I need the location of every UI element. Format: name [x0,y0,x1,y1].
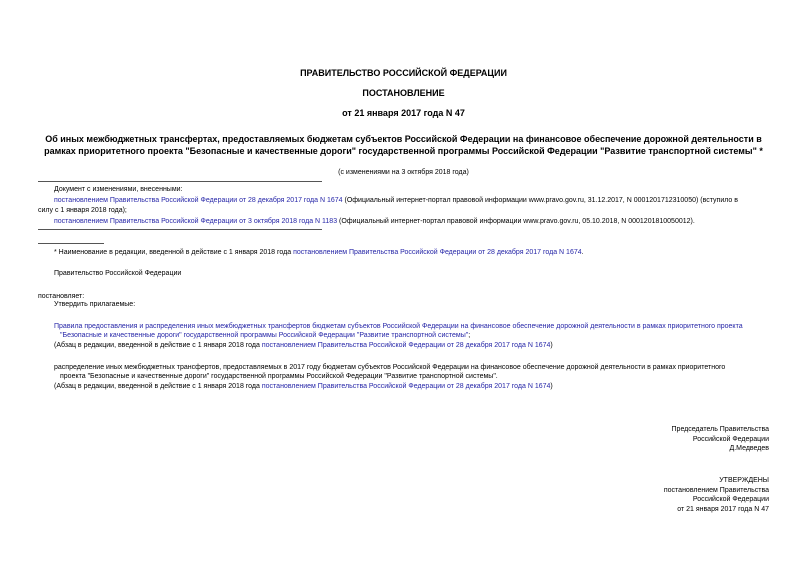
rules-link-line-2 [60,331,470,340]
issuer: Правительство Российской Федерации [54,270,182,277]
change-item-2-source: (Официальный интернет-портал правовой информации www.pravo.gov.ru, 05.10.2018, N 0001201810050012). [337,218,695,225]
distribution-edit-note [54,382,553,391]
resolves: постановляет: [38,293,85,300]
approved-by: постановлением Правительства [663,486,769,494]
document-date: от 21 января 2017 года N 47 [342,108,465,118]
footnote-rule [38,243,104,244]
changes-top-rule [38,181,322,182]
distribution-line-2: проекта "Безопасные и качественные дороги" государственной программы Российской Федерации "Развитие транспортной системы". [60,373,498,380]
document-title-line-1: Об иных межбюджетных трансфертах, предоставляемых бюджетам субъектов Российской Федерации на финансовое обеспечение дорожной деятельности в [45,134,762,144]
signature-org: Российской Федерации [692,435,769,443]
footnote-text: * Наименование в редакции, введенной в действие с 1 января 2018 года [54,249,294,256]
document-title-line-2: рамках приоритетного проекта "Безопасные и качественные дороги" государственной программы Российской Федерации "Развитие транспортной системы" * [44,146,763,156]
change-item-1-source: (Официальный интернет-портал правовой информации www.pravo.gov.ru, 31.12.2017, N 0001201712310050) (вступило в [342,197,738,204]
revision-note: (с изменениями на 3 октября 2018 года) [338,169,469,176]
approved-date: от 21 января 2017 года N 47 [677,505,769,513]
change-link-1674[interactable]: постановлением Правительства Российской Федерации от 28 декабря 2017 года N 1674 [54,197,343,204]
signature-position: Председатель Правительства [671,426,769,433]
signature-block [672,425,769,454]
distribution-note-end: ) [550,383,553,390]
rules-note-text: (Абзац в редакции, введенной в действие с 1 января 2018 года [54,342,262,349]
rules-edit-note [54,341,553,350]
rules-link-continued[interactable]: "Безопасные и качественные дороги" государственной программы Российской Федерации "Развитие транспортной системы" [60,332,469,339]
rules-link[interactable]: Правила предоставления и распределения иных межбюджетных трансфертов бюджетам субъектов Российской Федерации на финансовое обеспечение дорожной деятельности в рамках приоритетного проекта [54,323,743,330]
change-item-1 [54,196,774,205]
rules-end: ; [468,332,471,339]
change-link-1183[interactable]: постановлением Правительства Российской Федерации от 3 октября 2018 года N 1183 [54,218,338,225]
approved-org: Российской Федерации [692,496,769,503]
approved-heading: УТВЕРЖДЕНЫ [719,477,769,484]
rules-link-line-1 [54,322,743,331]
footnote-link[interactable]: постановлением Правительства Российской Федерации от 28 декабря 2017 года N 1674 [293,249,582,256]
signature-name: Д.Медведев [729,445,769,452]
distribution-note-link[interactable]: постановлением Правительства Российской Федерации от 28 декабря 2017 года N 1674 [261,383,551,390]
document-type: ПОСТАНОВЛЕНИЕ [362,88,445,98]
distribution-note-text: (Абзац в редакции, введенной в действие с 1 января 2018 года [54,383,262,390]
changes-bottom-rule [38,229,322,230]
rules-note-end: ) [550,342,553,349]
government-heading: ПРАВИТЕЛЬСТВО РОССИЙСКОЙ ФЕДЕРАЦИИ [300,68,507,78]
approve-intro: Утвердить прилагаемые: [54,301,136,308]
change-item-1-effective: силу с 1 января 2018 года); [38,207,127,214]
footnote-end: . [581,249,584,256]
rules-note-link[interactable]: постановлением Правительства Российской Федерации от 28 декабря 2017 года N 1674 [261,342,551,349]
change-item-2 [54,217,695,226]
approved-block [664,476,769,514]
footnote [54,248,584,257]
changes-intro: Документ с изменениями, внесенными: [54,186,183,193]
distribution-line-1: распределение иных межбюджетных трансфертов, предоставляемых в 2017 году бюджетам субъектов Российской Федерации на финансовое обеспечение дорожной деятельности в рамках приоритетного [54,364,726,371]
